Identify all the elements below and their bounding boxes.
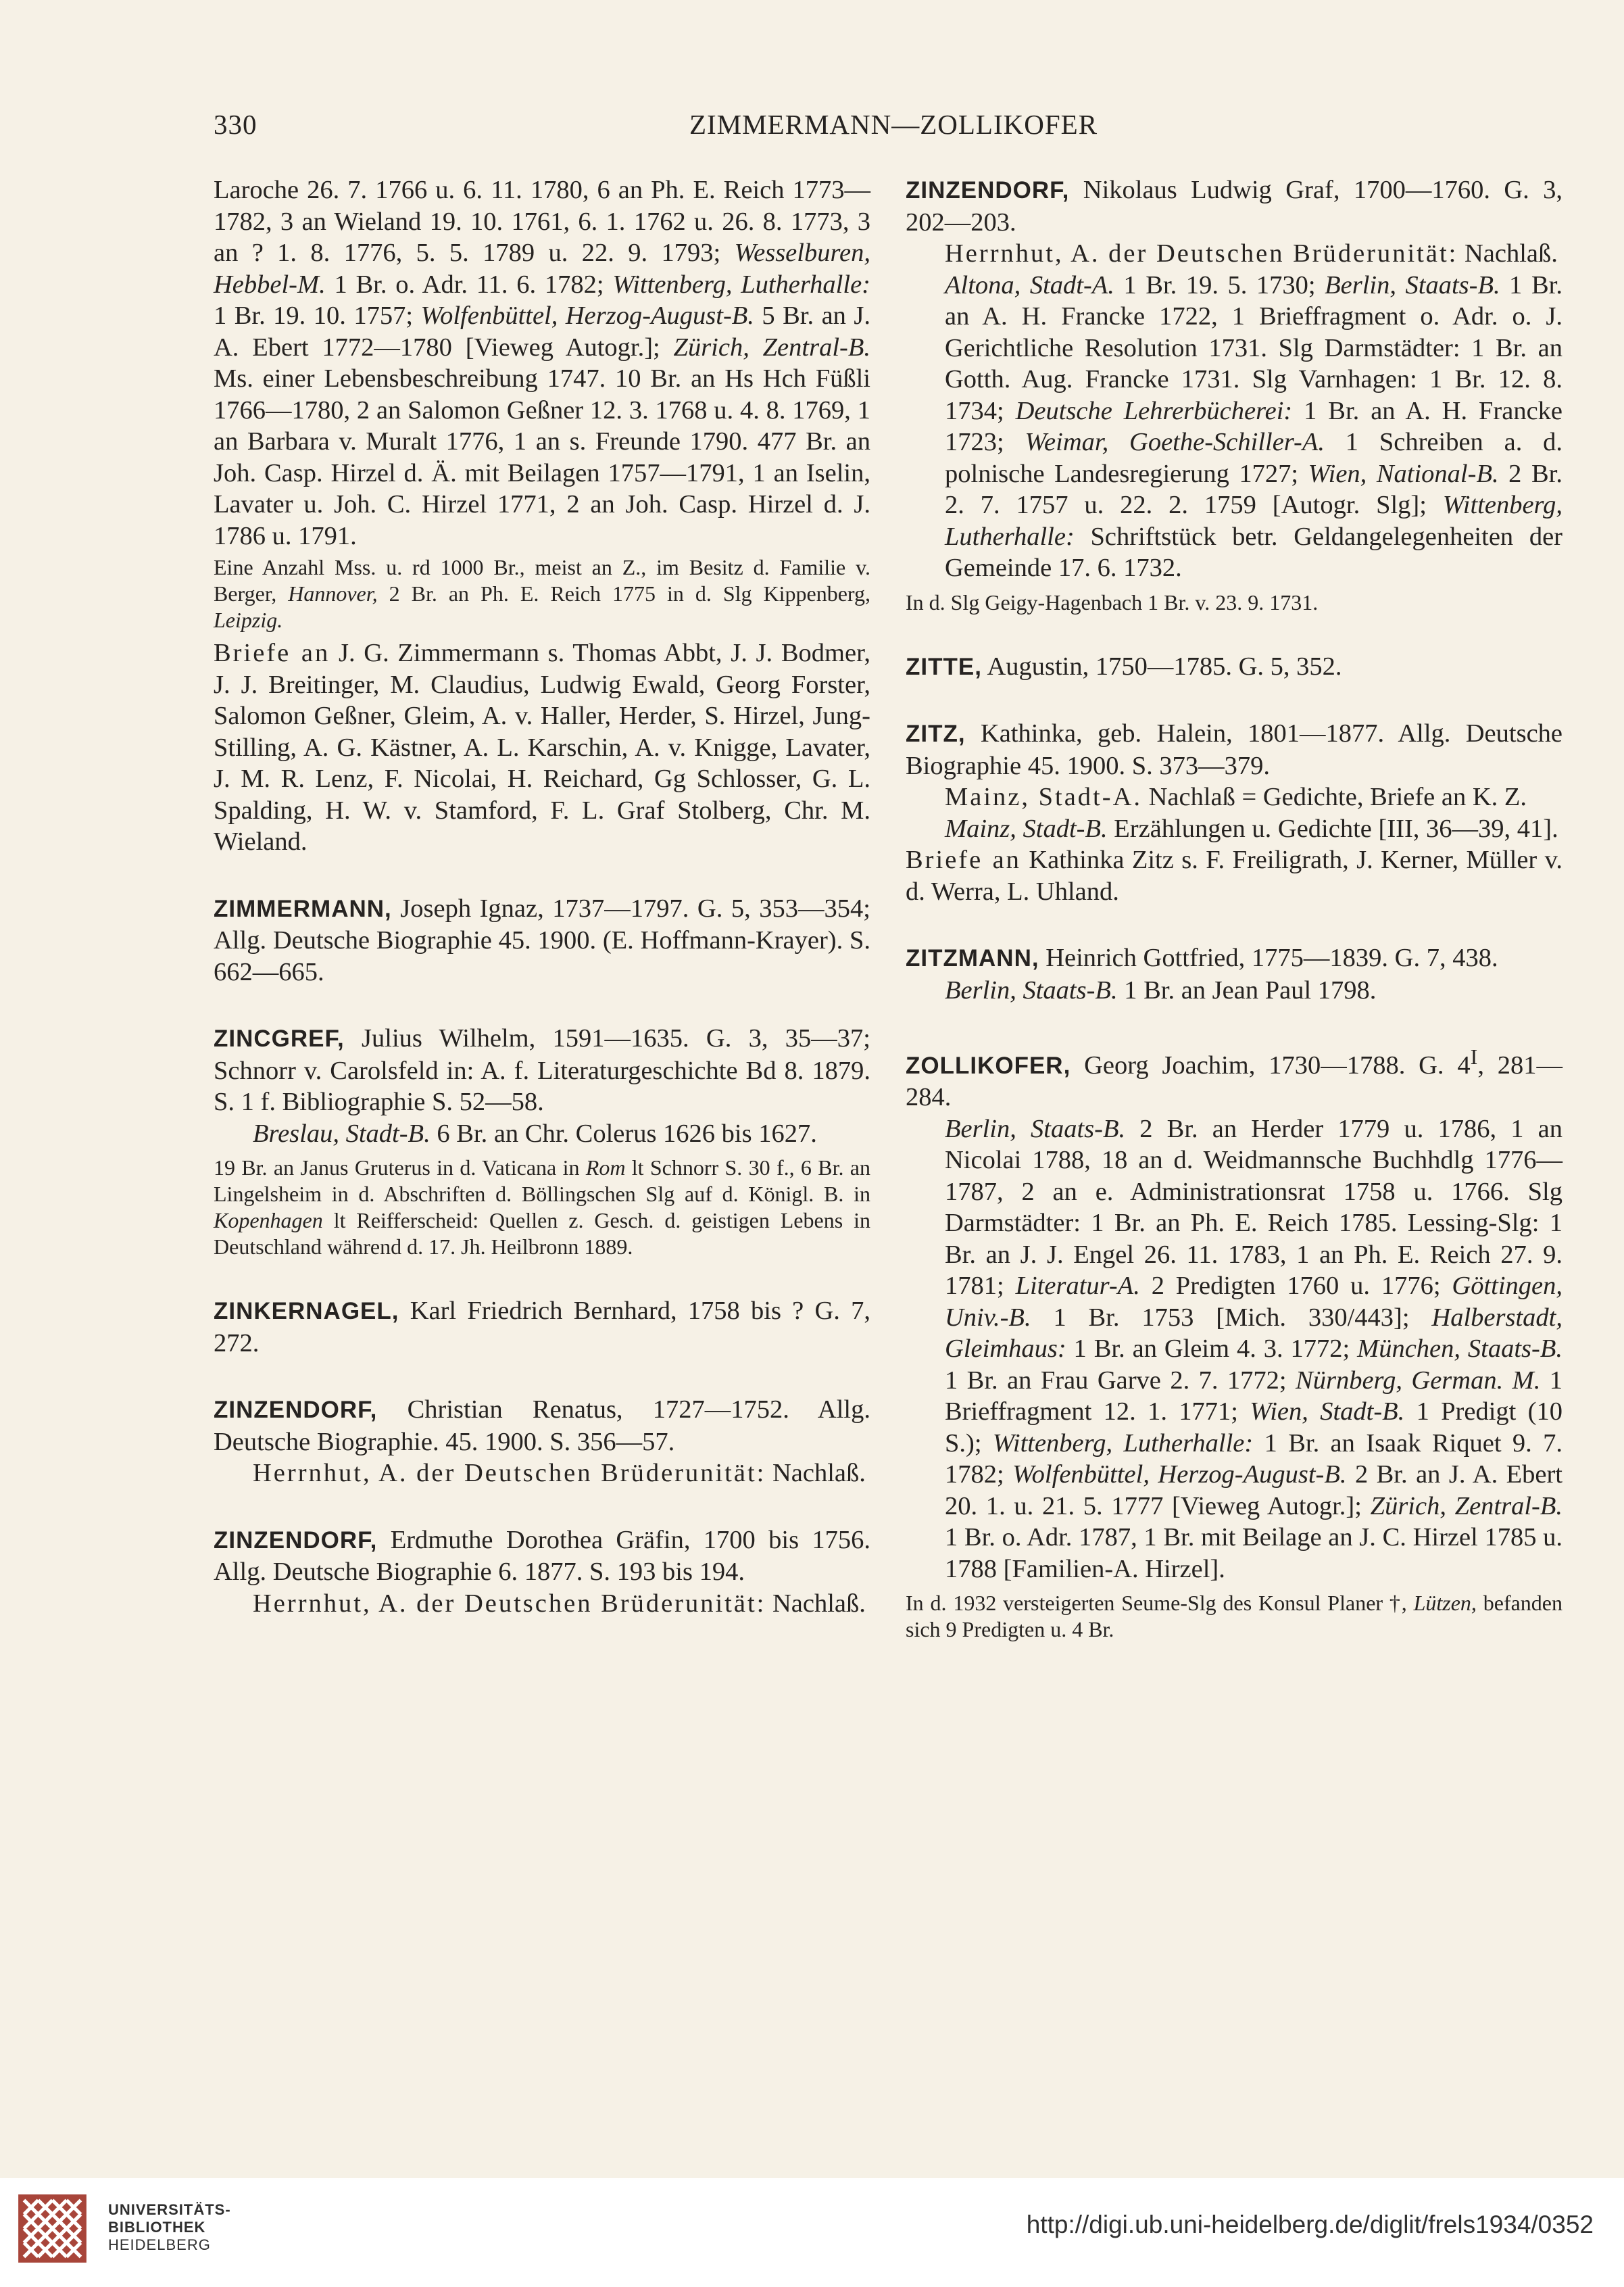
page-number: 330: [214, 109, 257, 140]
entry-heading: ZIMMERMANN,: [214, 895, 392, 922]
entry-text: , 281—284.: [906, 1051, 1563, 1112]
source-url-link[interactable]: http://digi.ub.uni-heidelberg.de/diglit/frels1934/0352: [1026, 2211, 1594, 2238]
footnote: [214, 1155, 870, 1260]
holding-text: 1 Br. an Gleim 4. 3. 1772;: [1066, 1334, 1358, 1364]
entry-holding: [214, 1588, 870, 1620]
footnote: In d. Slg Geigy-Hagenbach 1 Br. v. 23. 9. 1731.: [906, 589, 1319, 615]
entry-text: Nikolaus Ludwig Graf, 1700—1760. G. 3, 202—203.: [906, 176, 1563, 237]
holding-text: 1 Brieffragment 12. 1. 1771;: [945, 1366, 1563, 1426]
holding-text: Nachlaß.: [766, 1459, 866, 1487]
entry-zollikofer: [906, 1041, 1563, 1113]
entry-text: Julius Wilhelm, 1591—1635. G. 3, 35—37; Schnorr v. Carolsfeld in: A. f. Literaturgeschichte Bd 8. 1879. S. 1 f. Bibliographie S. 52—58.: [214, 1024, 870, 1116]
entry-heading: ZITZ,: [906, 721, 966, 747]
archive-location: Berlin, Staats-B.: [945, 1114, 1126, 1143]
logo-line: UNIVERSITÄTS-: [108, 2201, 231, 2218]
holding-text: Erzählungen u. Gedichte [III, 36—39, 41].: [1107, 814, 1558, 843]
entry-zimmermann-joseph: [214, 893, 870, 988]
footnote: [906, 1590, 1563, 1643]
briefe-text: J. G. Zimmermann s. Thomas Abbt, J. J. Bodmer, J. J. Breitinger, M. Claudius, Ludwig Ewald, Georg Forster, Salomon Geßner, Gleim, A. v. Haller, Herder, S. Hirzel, Jung-Stilling, A. G. Kästner, A. L. Karschin, A. v. Knigge, Lavater, J. M. R. Lenz, F. Nicolai, H. Reichard, Gg Schlosser, G. L. Spalding, H. W. v. Stamford, F. L. Graf Stolberg, Chr. M. Wieland.: [214, 639, 870, 856]
entry-text: Joseph Ignaz, 1737—1797. G. 5, 353—354; Allg. Deutsche Biographie 45. 1900. (E. Hoffmann-Krayer). S. 662—665.: [214, 894, 870, 986]
entry-zinzendorf-nikolaus: [906, 174, 1563, 238]
holding-text: 2 Br. 2. 7. 1757 u. 22. 2. 1759 [Autogr. Slg];: [945, 459, 1563, 519]
right-column: [906, 174, 1563, 1643]
archive-location: Zürich, Zentral-B.: [673, 333, 870, 362]
entry-text: Augustin, 1750—1785. G. 5, 352.: [981, 652, 1342, 681]
holding-text: 1 Br. an Isaak Riquet 9. 7. 1782;: [945, 1428, 1563, 1489]
entry-zincgref: [214, 1023, 870, 1118]
holding-text: Schriftstück betr. Geldangelegenheiten der Gemeinde 17. 6. 1732.: [945, 522, 1563, 582]
holding-text: 1 Br. 19. 5. 1730;: [1114, 270, 1325, 299]
note-text: befanden sich 9 Predigten u. 4 Br.: [906, 1591, 1563, 1642]
university-seal-icon: [17, 2193, 88, 2264]
holding-text: 2 Br. an Herder 1779 u. 1786, 1 an Nicolai 1788, 18 an d. Weidmannsche Buchhdlg 1776—1787, 2 an e. Administrationsrat 1758 u. 1766. Slg Darmstädter: 1 Br. an Ph. E. Reich 1785. Lessing-Slg: 1 Br. an J. J. Engel 26. 11. 1783, 1 an Ph. E. Reich 27. 9. 1781;: [945, 1114, 1563, 1301]
holding-text: 1 Schreiben a. d. polnische Landesregierung 1727;: [945, 428, 1563, 488]
holding-text: 1 Br. an A. H. Francke 1723;: [945, 396, 1563, 456]
archive-location: Mainz, Stadt-A.: [945, 783, 1142, 811]
archive-location: Wolfenbüttel, Herzog-August-B.: [420, 302, 754, 330]
archive-location: Herrnhut, A. der Deutschen Brüderunität:: [945, 239, 1458, 268]
entry-holding: [906, 238, 1563, 270]
briefe-paragraph: [214, 637, 870, 858]
briefe-label: Briefe an: [906, 846, 1021, 874]
holding-text: 1 Br. o. Adr. 1787, 1 Br. mit Beilage an J. C. Hirzel 1785 u. 1788 [Familien-A. Hirzel].: [945, 1523, 1563, 1583]
note-text: 19 Br. an Janus Gruterus in d. Vaticana in: [214, 1155, 586, 1180]
holding-text: 1 Br. 1753 [Mich. 330/443];: [1031, 1303, 1432, 1332]
archive-location: Altona, Stadt-A.: [945, 270, 1114, 299]
entry-zitte: [906, 651, 1563, 683]
holding-text: 2 Br. an J. A. Ebert 20. 1. u. 21. 5. 1777 [Vieweg Autogr.];: [945, 1460, 1563, 1520]
logo-line: BIBLIOTHEK: [108, 2219, 206, 2236]
note-text: In d. 1932 versteigerten Seume-Slg des Konsul Planer †,: [906, 1591, 1414, 1616]
entry-zitz: [906, 718, 1563, 781]
briefe-text: Kathinka Zitz s. F. Freiligrath, J. Kerner, Müller v. d. Werra, L. Uhland.: [906, 846, 1563, 906]
archive-location: Herrnhut, A. der Deutschen Brüderunität:: [253, 1459, 766, 1487]
archive-location: Zürich, Zentral-B.: [1370, 1491, 1563, 1520]
entry-zinzendorf-erdmuthe: [214, 1524, 870, 1588]
archive-location: Nürnberg, German. M.: [1296, 1366, 1541, 1395]
archive-location: Wien, Stadt-B.: [1250, 1397, 1405, 1426]
entry-text: 1 Br. o. Adr. 11. 6. 1782;: [325, 270, 613, 299]
briefe-label: Briefe an: [214, 639, 330, 667]
archive-location: Göttingen, Univ.-B.: [945, 1272, 1563, 1332]
note-text: 2 Br. an Ph. E. Reich 1775 in d. Slg Kippenberg,: [377, 581, 871, 606]
archive-location: Wittenberg, Lutherhalle:: [992, 1428, 1254, 1458]
entry-zinkernagel: [214, 1295, 870, 1359]
entry-heading: ZINZENDORF,: [214, 1526, 378, 1554]
footnote: [214, 554, 870, 633]
archive-location: Herrnhut, A. der Deutschen Brüderunität:: [253, 1589, 766, 1618]
entry-holding: [906, 813, 1563, 845]
entry-zinzendorf-christian: [214, 1394, 870, 1458]
archive-location: Wolfenbüttel, Herzog-August-B.: [1012, 1460, 1347, 1489]
entry-text: Christian Renatus, 1727—1752. Allg. Deutsche Biographie. 45. 1900. S. 356—57.: [214, 1395, 870, 1456]
entry-zitzmann: [906, 942, 1563, 975]
archive-location: Weimar, Goethe-Schiller-A.: [1025, 428, 1325, 456]
running-title: ZIMMERMANN—ZOLLIKOFER: [689, 109, 1098, 140]
holding-text: 6 Br. an Chr. Colerus 1626 bis 1627.: [430, 1119, 817, 1148]
holding-text: 1 Predigt (10 S.);: [945, 1397, 1563, 1458]
entry-holding: [214, 1458, 870, 1489]
archive-location: München, Staats-B.: [1357, 1334, 1563, 1364]
holding-text: 1 Br. an Frau Garve 2. 7. 1772;: [945, 1366, 1296, 1395]
holding-text: Nachlaß.: [1458, 239, 1558, 268]
entry-text: 5 Br. an J. A. Ebert 1772—1780 [Vieweg Autogr.];: [214, 302, 871, 362]
entry-text: Heinrich Gottfried, 1775—1839. G. 7, 438.: [1039, 944, 1498, 972]
archive-location: Deutsche Lehrerbücherei:: [1015, 396, 1293, 425]
entry-holding: [214, 1118, 870, 1150]
entry-text: Georg Joachim, 1730—1788. G. 4: [1071, 1051, 1471, 1080]
entry-text: Karl Friedrich Bernhard, 1758 bis ? G. 7, 272.: [214, 1297, 870, 1357]
archive-location: Halberstadt, Gleimhaus:: [945, 1303, 1563, 1364]
archive-location: Breslau, Stadt-B.: [253, 1119, 430, 1148]
archive-location: Wesselburen, Hebbel-M.: [214, 239, 870, 299]
entry-continuation: [214, 174, 870, 552]
note-text: lt Schnorr S. 30 f., 6 Br. an Lingelsheim in d. Abschriften d. Böllingschen Slg auf d. Königl. B. in: [214, 1155, 871, 1206]
entry-heading: ZITTE,: [906, 653, 982, 680]
logo-line: HEIDELBERG: [108, 2236, 211, 2253]
entry-holding: [906, 975, 1563, 1007]
entry-holding: [906, 1113, 1563, 1585]
entry-heading: ZINKERNAGEL,: [214, 1298, 399, 1324]
entry-heading: ZINZENDORF,: [906, 177, 1070, 203]
superscript: I: [1470, 1044, 1478, 1069]
archive-location: Lützen,: [1413, 1591, 1477, 1616]
holding-text: 1 Br. an Jean Paul 1798.: [1117, 976, 1377, 1005]
entry-heading: ZOLLIKOFER,: [906, 1052, 1071, 1079]
library-logo-text: [108, 2201, 231, 2254]
archive-location: Wittenberg, Lutherhalle:: [945, 491, 1563, 551]
holding-text: 1 Br. an A. H. Francke 1722, 1 Brieffragment o. Adr. o. J. Gerichtliche Resolution 1731. Slg Darmstädter: 1 Br. an Gotth. Aug. Francke 1731. Slg Varnhagen: 1 Br. 12. 8. 1734;: [945, 270, 1563, 425]
note-text: Eine Anzahl Mss. u. rd 1000 Br., meist an Z., im Besitz d. Familie v. Berger,: [214, 555, 870, 606]
entry-heading: ZINCGREF,: [214, 1026, 345, 1052]
entry-heading: ZITZMANN,: [906, 945, 1039, 971]
archive-location: Berlin, Staats-B.: [945, 976, 1118, 1005]
archive-location: Leipzig.: [214, 608, 283, 632]
briefe-paragraph: [906, 844, 1563, 907]
holding-text: 2 Predigten 1760 u. 1776;: [1139, 1272, 1452, 1301]
footer-bar: [0, 2178, 1624, 2287]
archive-location: Rom: [585, 1155, 626, 1180]
archive-location: Kopenhagen: [214, 1208, 323, 1232]
entry-text: Kathinka, geb. Halein, 1801—1877. Allg. Deutsche Biographie 45. 1900. S. 373—379.: [906, 719, 1563, 780]
archive-location: Wien, National-B.: [1308, 459, 1499, 488]
entry-text: Erdmuthe Dorothea Gräfin, 1700 bis 1756. Allg. Deutsche Biographie 6. 1877. S. 193 bis 194.: [214, 1525, 870, 1586]
archive-location: Wittenberg, Lutherhalle:: [612, 270, 870, 299]
entry-holding: [906, 781, 1563, 813]
holding-text: Nachlaß.: [766, 1589, 866, 1618]
entry-holding: [906, 270, 1563, 584]
entry-text: Ms. einer Lebensbeschreibung 1747. 10 Br. an Hs Hch Füßli 1766—1780, 2 an Salomon Geßner 12. 3. 1768 u. 4. 8. 1769, 1 an Barbara v. Muralt 1776, 1 an s. Freunde 1790. 477 Br. an Joh. Casp. Hirzel d. Ä. mit Beilagen 1757—1791, 1 an Iselin, Lavater u. Joh. C. Hirzel 1771, 2 an Joh. Casp. Hirzel d. J. 1786 u. 1791.: [214, 364, 870, 550]
archive-location: Mainz, Stadt-B.: [945, 814, 1108, 843]
entry-text: 1 Br. 19. 10. 1757;: [214, 302, 421, 330]
archive-location: Literatur-A.: [1015, 1272, 1140, 1301]
entry-text: Laroche 26. 7. 1766 u. 6. 11. 1780, 6 an Ph. E. Reich 1773—1782, 3 an Wieland 19. 10. 1761, 6. 1. 1762 u. 26. 8. 1773, 3 an ? 1. 8. 1776, 5. 5. 1789 u. 22. 9. 1793;: [214, 176, 870, 267]
left-column: [214, 174, 870, 1619]
archive-location: Hannover,: [288, 581, 378, 606]
archive-location: Berlin, Staats-B.: [1325, 270, 1500, 299]
entry-heading: ZINZENDORF,: [214, 1397, 378, 1423]
holding-text: Nachlaß = Gedichte, Briefe an K. Z.: [1142, 783, 1527, 811]
note-text: lt Reifferscheid: Quellen z. Gesch. d. geistigen Lebens in Deutschland während d. 17. Jh. Heilbronn 1889.: [214, 1208, 870, 1259]
